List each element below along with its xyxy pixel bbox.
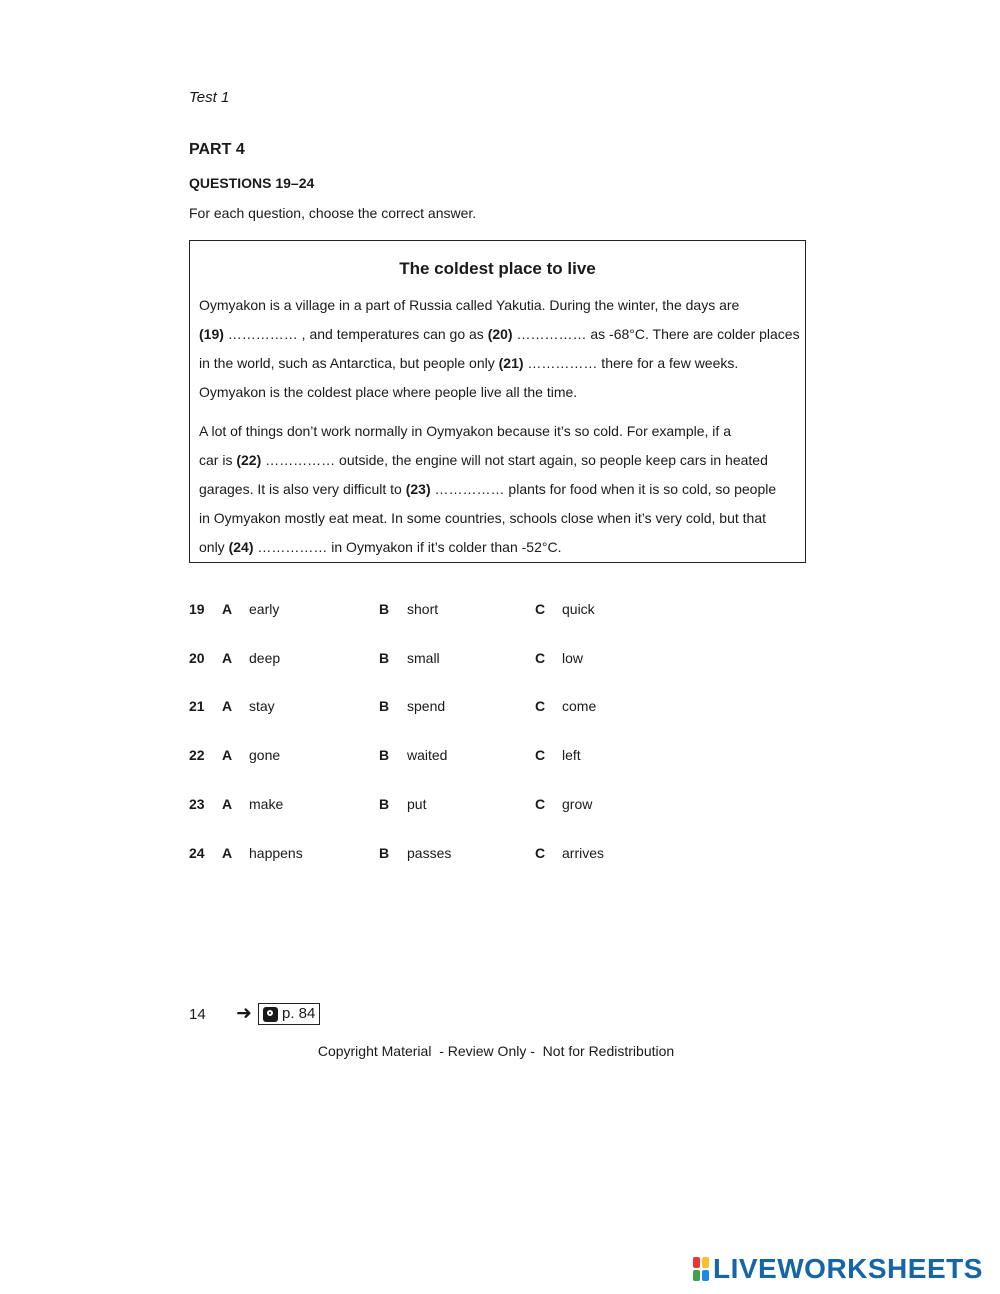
option-b[interactable]: small — [407, 650, 440, 666]
passage-text: …………… , and temperatures can go as — [223, 326, 488, 342]
copyright-notice: Copyright Material - Review Only - Not for Redistribution — [317, 1043, 675, 1059]
question-number: 19 — [189, 601, 205, 617]
gap-number-24: (24) — [228, 539, 254, 555]
option-a-letter: A — [222, 650, 233, 666]
question-row-21 — [189, 698, 689, 722]
option-c[interactable]: arrives — [562, 845, 605, 861]
question-row-20 — [189, 650, 689, 674]
gap-number-22: (22) — [236, 452, 262, 468]
option-c[interactable]: low — [562, 650, 584, 666]
option-b-letter: B — [379, 845, 390, 861]
option-c-letter: C — [535, 747, 546, 763]
option-b[interactable]: waited — [407, 747, 448, 763]
passage-text: …………… plants for food when it is so cold, so people — [430, 481, 777, 497]
option-b-letter: B — [379, 796, 390, 812]
question-row-24 — [189, 845, 689, 869]
passage-line — [199, 446, 799, 475]
question-row-19 — [189, 601, 689, 625]
gap-number-23: (23) — [405, 481, 431, 497]
question-number: 21 — [189, 698, 205, 714]
instruction-text: For each question, choose the correct answer. — [189, 205, 477, 221]
option-c[interactable]: come — [562, 698, 597, 714]
passage-text: car is — [199, 452, 237, 468]
passage-text: only — [199, 539, 229, 555]
option-b[interactable]: short — [407, 601, 439, 617]
option-a-letter: A — [222, 698, 233, 714]
passage-text: …………… there for a few weeks. — [523, 355, 739, 371]
page-number: 14 — [189, 1006, 206, 1023]
passage-text: …………… as -68°C. There are colder places — [512, 326, 800, 342]
liveworksheets-logo-text: LIVEWORKSHEETS — [713, 1253, 983, 1284]
option-b[interactable]: passes — [407, 845, 452, 861]
option-a-letter: A — [222, 796, 233, 812]
option-b[interactable]: put — [407, 796, 427, 812]
gap-number-19: (19) — [199, 326, 224, 342]
arrow-right-icon: ➜ — [236, 1003, 252, 1024]
option-b-letter: B — [379, 601, 390, 617]
passage-text: in the world, such as Antarctica, but people only — [199, 355, 499, 371]
answer-key-icon — [263, 1007, 278, 1022]
option-a-letter: A — [222, 747, 233, 763]
passage-line — [199, 349, 799, 378]
liveworksheets-logo-icon — [692, 1256, 710, 1282]
option-c-letter: C — [535, 601, 546, 617]
option-a[interactable]: stay — [249, 698, 275, 714]
passage-box — [189, 240, 806, 563]
passage-paragraph-1 — [199, 291, 799, 407]
option-c-letter: C — [535, 845, 546, 861]
option-c[interactable]: grow — [562, 796, 593, 812]
part-title: PART 4 — [189, 141, 245, 158]
passage-line: Oymyakon is a village in a part of Russia called Yakutia. During the winter, the days are — [199, 297, 740, 313]
option-a[interactable]: happens — [249, 845, 303, 861]
option-c-letter: C — [535, 698, 546, 714]
option-c[interactable]: left — [562, 747, 581, 763]
questions-title: QUESTIONS 19–24 — [189, 175, 315, 191]
option-a[interactable]: deep — [249, 650, 281, 666]
option-a[interactable]: make — [249, 796, 284, 812]
reference-page: p. 84 — [282, 1005, 316, 1022]
answer-key-reference — [258, 1003, 320, 1025]
passage-text: garages. It is also very difficult to — [199, 481, 406, 497]
test-label: Test 1 — [189, 89, 230, 106]
option-b-letter: B — [379, 747, 390, 763]
liveworksheets-logo — [692, 1253, 983, 1285]
option-c-letter: C — [535, 796, 546, 812]
question-row-22 — [189, 747, 689, 771]
question-row-23 — [189, 796, 689, 820]
option-b-letter: B — [379, 650, 390, 666]
passage-line — [199, 320, 799, 349]
passage-text: …………… outside, the engine will not start again, so people keep cars in heated — [261, 452, 768, 468]
option-a-letter: A — [222, 845, 233, 861]
option-b[interactable]: spend — [407, 698, 446, 714]
passage-line: Oymyakon is the coldest place where people live all the time. — [199, 384, 578, 400]
passage-text: …………… in Oymyakon if it’s colder than -52°C. — [253, 539, 562, 555]
option-c-letter: C — [535, 650, 546, 666]
option-b-letter: B — [379, 698, 390, 714]
option-c[interactable]: quick — [562, 601, 595, 617]
passage-line — [199, 533, 799, 562]
option-a-letter: A — [222, 601, 233, 617]
question-number: 23 — [189, 796, 205, 812]
question-number: 20 — [189, 650, 205, 666]
question-number: 24 — [189, 845, 205, 861]
gap-number-20: (20) — [487, 326, 513, 342]
option-a[interactable]: gone — [249, 747, 281, 763]
question-number: 22 — [189, 747, 205, 763]
passage-line: in Oymyakon mostly eat meat. In some countries, schools close when it’s very cold, but that — [199, 510, 766, 526]
passage-title: The coldest place to live — [399, 259, 596, 278]
passage-paragraph-2 — [199, 417, 799, 562]
passage-line: A lot of things don’t work normally in Oymyakon because it’s so cold. For example, if a — [199, 423, 731, 439]
option-a[interactable]: early — [249, 601, 280, 617]
gap-number-21: (21) — [498, 355, 524, 371]
passage-line — [199, 475, 799, 504]
